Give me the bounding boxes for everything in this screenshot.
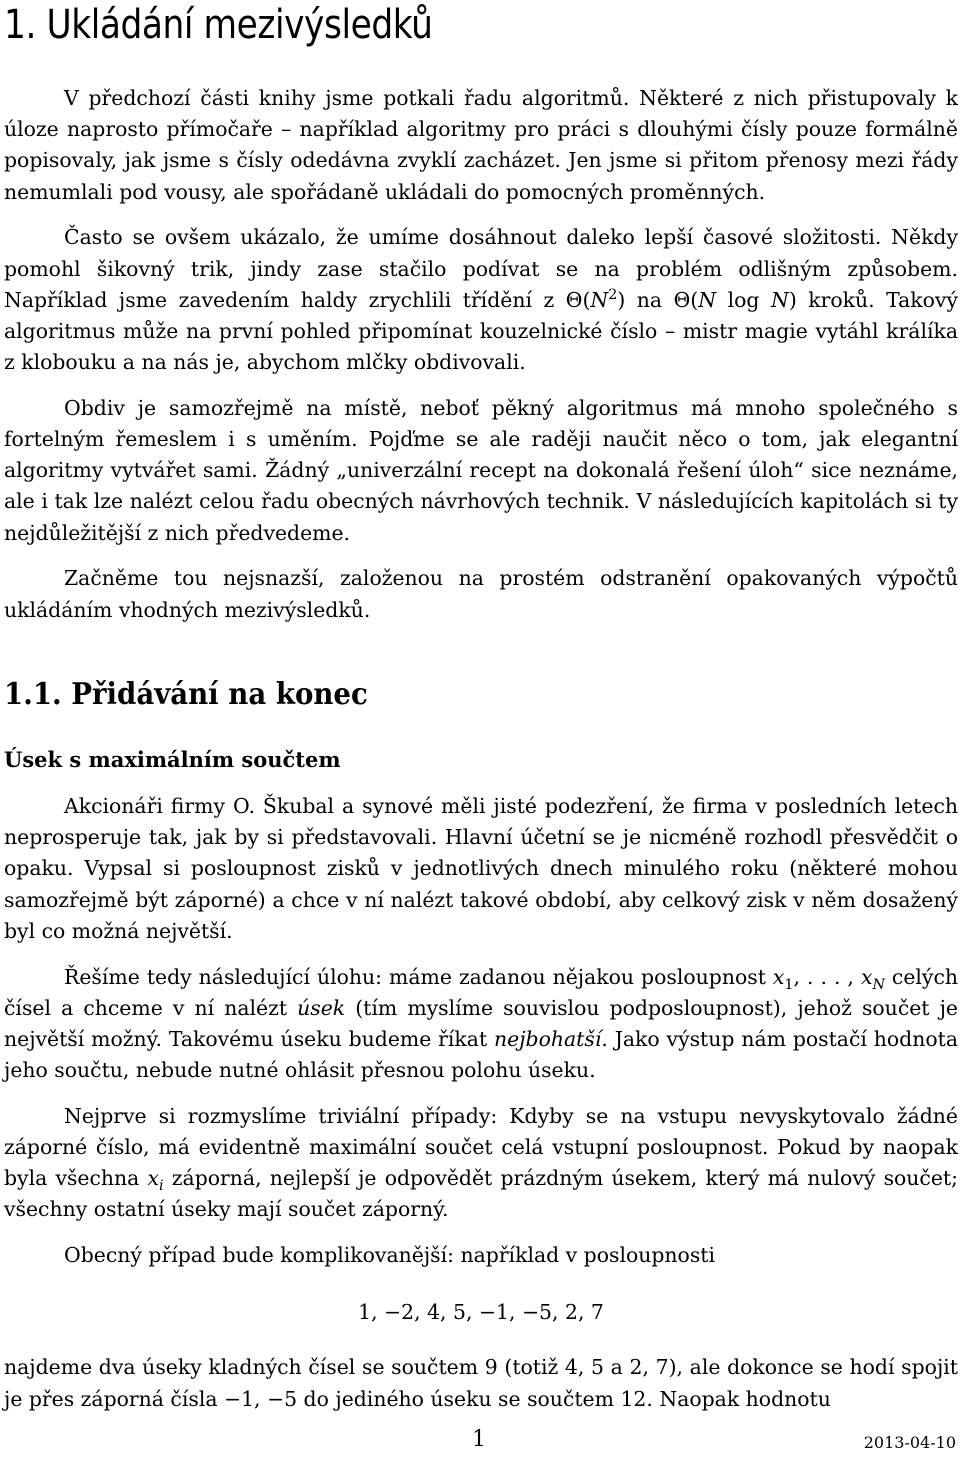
content-paragraph-1: Akcionáři firmy O. Škubal a synové měli jisté podezření, že firma v posledních letech neprosperuje tak, jak by si představovali. Hlavní účetní se je nicméně rozhodl přesvědčit o opaku. Vypsal si posloupnost zisků v jednotlivých dnech minulého roku (některé mohou samozřejmě být záporné) a chce v ní nalézt takové období, aby celkový zisk v něm dosažený byl co možná největší. <box>4 794 958 943</box>
section-text <box>4 791 958 1429</box>
content-paragraph-5: najdeme dva úseky kladných čísel se součtem 9 (totiž 4, 5 a 2, 7), ale dokonce se hodí spojit je přes záporná čísla −1, −5 do jediného úseku se součtem 12. Naopak hodnotu <box>4 1355 958 1411</box>
intro-paragraph-3: Obdiv je samozřejmě na místě, neboť pěkný algoritmus má mnoho společného s fortelným řemeslem i s uměním. Pojďme se ale raději naučit něco o tom, jak elegantní algoritmy vytvářet sami. Žádný „univerzální recept na dokonalá řešení úloh“ sice neznáme, ale i tak lze nalézt celou řadu obecných návrhových technik. V následujících kapitolách si ty nejdůležitější z nich předvedeme. <box>4 395 958 545</box>
chapter-title: 1. Ukládání mezivýsledků <box>4 2 433 48</box>
footer-date: 2013-04-10 <box>863 1433 956 1452</box>
section-title: 1.1. Přidávání na konec <box>4 677 368 712</box>
intro-paragraph-4: Začněme tou nejsnazší, založenou na prostém odstranění opakovaných výpočtů ukládáním vhodných mezivýsledků. <box>4 566 958 622</box>
content-paragraph-2: Řešíme tedy následující úlohu: máme zadanou nějakou posloupnost $x_1$, . . . , $x_N$ celých čísel a chceme v ní nalézt úsek (tím myslíme souvislou podposloupnost), jehož součet je největší možný. Takovému úseku budeme říkat nejbohatší. Jako výstup nám postačí hodnota jeho součtu, nebude nutné ohlásit přesnou polohu úseku. <box>4 964 959 1083</box>
intro-paragraph-2: Často se ovšem ukázalo, že umíme dosáhnout daleko lepší časové složitosti. Někdy pomohl šikovný trik, jindy zase stačilo podívat se na problém odlišným způsobem. Například jsme zavedením haldy zrychlili třídění z $\Theta(N^2)$ na Θ(N log N) kroků. Takový algoritmus může na první pohled připomínat kouzelnické číslo – mistr magie vytáhl králíka z klobouku a na nás je, abychom mlčky obdivovali. <box>4 225 958 375</box>
intro-paragraph-1: V předchozí části knihy jsme potkali řadu algoritmů. Některé z nich přistupovaly k úloze naprosto přímočaře – například algoritmy pro práci s dlouhými čísly pouze formálně popisovaly, jak jsme s čísly odedávna zvyklí zacházet. Jen jsme si přitom přenosy mezi řády nemumlali pod vousy, ale spořádaně ukládali do pomocných proměnných. <box>4 86 958 204</box>
intro-text <box>4 83 958 640</box>
content-paragraph-4: Obecný případ bude komplikovanější: například v posloupnosti <box>64 1243 716 1268</box>
content-paragraph-3: Nejprve si rozmyslíme triviální případy: Kdyby se na vstupu nevyskytovalo žádné záporné číslo, má evidentně maximální součet celá vstupní posloupnost. Pokud by naopak byla všechna $x_i$ záporná, nejlepší je odpovědět prázdným úsekem, který má nulový součet; všechny ostatní úseky mají součet záporný. <box>4 1103 958 1222</box>
sequence-formula: 1, −2, 4, 5, −1, −5, 2, 7 <box>358 1300 604 1325</box>
page-number: 1 <box>472 1427 486 1452</box>
subsection-title: Úsek s maximálním součtem <box>4 747 341 772</box>
